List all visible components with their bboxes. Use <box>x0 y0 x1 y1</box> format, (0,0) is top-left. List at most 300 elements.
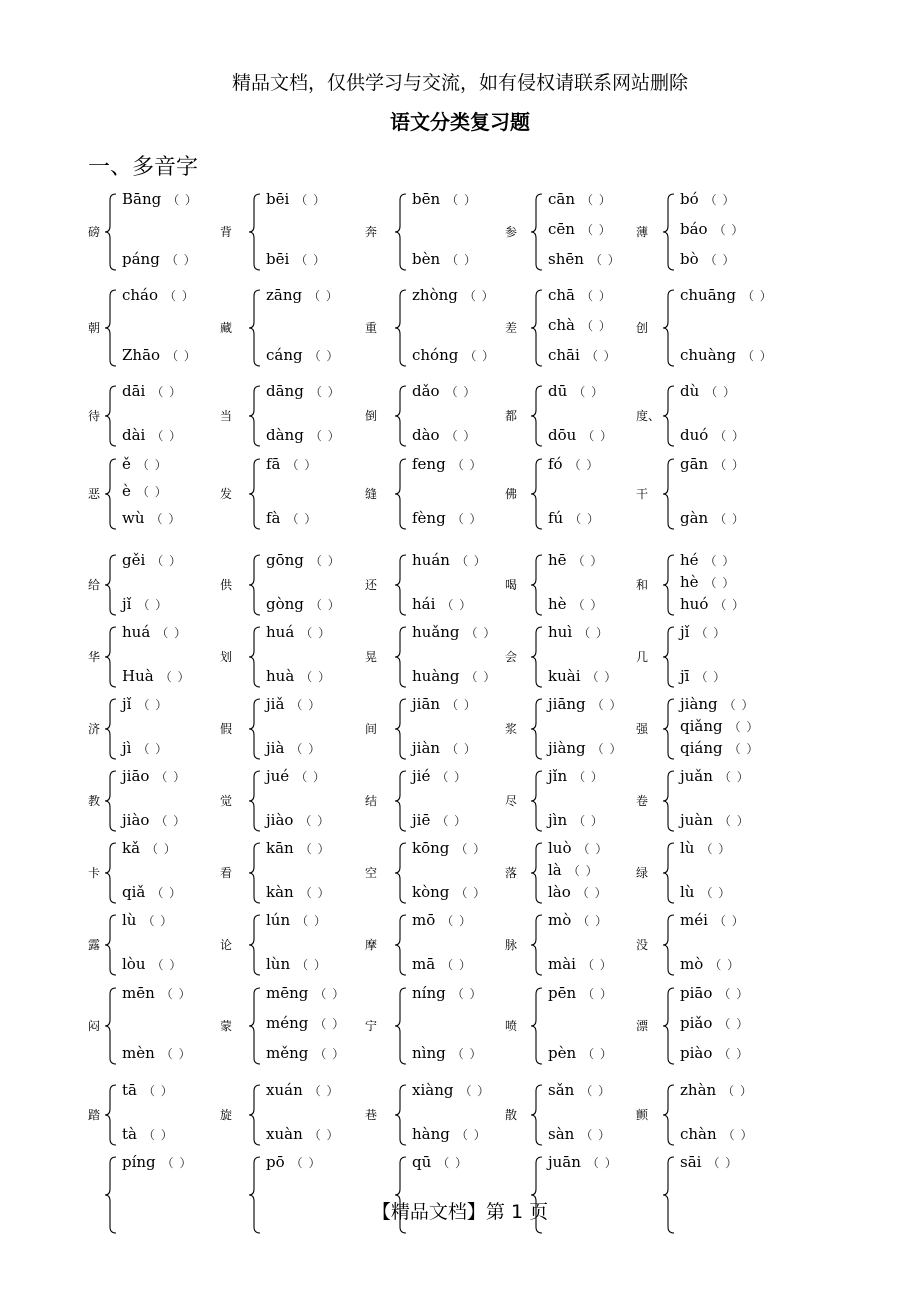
answer-blank[interactable]: （ ） <box>155 770 187 784</box>
answer-blank[interactable]: （ ） <box>159 670 191 684</box>
answer-blank[interactable]: （ ） <box>455 842 487 856</box>
answer-blank[interactable]: （ ） <box>718 987 750 1001</box>
answer-blank[interactable]: （ ） <box>446 742 477 756</box>
answer-blank[interactable]: （ ） <box>295 253 327 267</box>
answer-blank[interactable]: （ ） <box>151 385 183 399</box>
answer-blank[interactable]: （ ） <box>441 914 473 928</box>
answer-blank[interactable]: （ ） <box>161 1156 193 1170</box>
polyphone-entry <box>0 769 920 833</box>
answer-blank[interactable]: （ ） <box>295 193 327 207</box>
answer-blank[interactable]: （ ） <box>155 814 187 828</box>
brace-icon <box>248 986 262 1066</box>
pinyin-reading <box>548 1081 611 1099</box>
answer-blank[interactable]: （ ） <box>436 770 468 784</box>
answer-blank[interactable]: （ ） <box>451 1047 483 1061</box>
answer-blank[interactable]: （ ） <box>722 1084 753 1098</box>
pinyin-text: fú <box>548 509 564 527</box>
answer-blank[interactable]: （ ） <box>137 742 169 756</box>
pinyin-text: qū <box>412 1153 432 1171</box>
answer-blank[interactable]: （ ） <box>314 1047 346 1061</box>
pinyin-text: méi <box>680 911 708 929</box>
polyphone-character: 济 <box>88 722 101 736</box>
pinyin-text: huàng <box>412 667 460 685</box>
pinyin-reading <box>680 1081 753 1099</box>
polyphone-entry <box>0 457 920 531</box>
polyphone-entry <box>0 288 920 368</box>
pinyin-reading <box>266 250 326 268</box>
answer-blank[interactable]: （ ） <box>160 1047 192 1061</box>
pinyin-reading <box>680 573 735 591</box>
answer-blank[interactable]: （ ） <box>309 554 341 568</box>
answer-blank[interactable]: （ ） <box>451 987 483 1001</box>
pinyin-text: mèn <box>122 1044 155 1062</box>
pinyin-reading <box>412 1081 490 1099</box>
pinyin-reading <box>122 984 192 1002</box>
answer-blank[interactable]: （ ） <box>300 670 332 684</box>
brace-icon <box>248 769 262 833</box>
answer-blank[interactable]: （ ） <box>700 842 732 856</box>
pinyin-reading <box>122 1125 174 1143</box>
answer-blank[interactable]: （ ） <box>589 253 621 267</box>
pinyin-reading <box>122 286 195 304</box>
brace-icon <box>662 1083 676 1147</box>
pinyin-text: juàn <box>680 811 713 829</box>
answer-blank[interactable]: （ ） <box>591 698 623 712</box>
pinyin-text: Bāng <box>122 190 162 208</box>
answer-blank[interactable]: （ ） <box>136 485 168 499</box>
answer-blank[interactable]: （ ） <box>718 1017 750 1031</box>
polyphone-entry <box>0 553 920 617</box>
answer-blank[interactable]: （ ） <box>308 1128 340 1142</box>
brace-icon <box>662 769 676 833</box>
answer-blank[interactable]: （ ） <box>567 864 599 878</box>
pinyin-text: bēi <box>266 250 290 268</box>
answer-blank[interactable]: （ ） <box>705 385 737 399</box>
answer-blank[interactable]: （ ） <box>723 698 755 712</box>
answer-blank[interactable]: （ ） <box>446 253 477 267</box>
answer-blank[interactable]: （ ） <box>572 554 604 568</box>
pinyin-text: shēn <box>548 250 584 268</box>
pinyin-text: dāi <box>122 382 146 400</box>
answer-blank[interactable]: （ ） <box>295 770 327 784</box>
pinyin-reading <box>122 1081 174 1099</box>
pinyin-reading <box>266 839 331 857</box>
answer-blank[interactable]: （ ） <box>577 914 609 928</box>
answer-blank[interactable]: （ ） <box>718 1047 750 1061</box>
polyphone-character: 浆 <box>505 722 518 736</box>
answer-blank[interactable]: （ ） <box>580 223 612 237</box>
pinyin-text: zāng <box>266 286 303 304</box>
brace-icon <box>394 1083 408 1147</box>
pinyin-reading <box>680 190 735 208</box>
pinyin-text: mā <box>412 955 436 973</box>
pinyin-text: chóng <box>412 346 459 364</box>
answer-blank[interactable]: （ ） <box>578 626 609 640</box>
answer-blank[interactable]: （ ） <box>585 349 617 363</box>
pinyin-text: cháo <box>122 286 159 304</box>
pinyin-reading <box>548 346 617 364</box>
pinyin-text: Zhāo <box>122 346 161 364</box>
answer-blank[interactable]: （ ） <box>290 1156 322 1170</box>
pinyin-text: kǎ <box>122 839 141 857</box>
polyphone-entry <box>0 841 920 905</box>
brace-icon <box>662 841 676 905</box>
polyphone-character: 供 <box>220 578 233 592</box>
pinyin-reading <box>680 250 735 268</box>
polyphone-entry <box>0 697 920 761</box>
pinyin-text: qiǎng <box>680 717 723 735</box>
pinyin-reading <box>680 883 731 901</box>
answer-blank[interactable]: （ ） <box>309 385 341 399</box>
pinyin-text: mài <box>548 955 576 973</box>
answer-blank[interactable]: （ ） <box>581 193 612 207</box>
pinyin-reading <box>548 382 604 400</box>
pinyin-text: mēng <box>266 984 309 1002</box>
pinyin-text: hē <box>548 551 567 569</box>
polyphone-character: 重 <box>365 321 378 335</box>
polyphone-character: 朝 <box>88 321 101 335</box>
polyphone-entry <box>0 625 920 689</box>
pinyin-reading <box>266 382 341 400</box>
pinyin-text: zhàn <box>680 1081 717 1099</box>
pinyin-text: chuàng <box>680 346 736 364</box>
polyphone-entry <box>0 288 920 368</box>
polyphone-entry <box>0 913 920 977</box>
answer-blank[interactable]: （ ） <box>586 670 618 684</box>
pinyin-reading <box>548 316 612 334</box>
pinyin-reading <box>680 220 744 238</box>
answer-blank[interactable]: （ ） <box>713 223 745 237</box>
answer-blank[interactable]: （ ） <box>586 1156 618 1170</box>
pinyin-text: jǐn <box>548 767 568 785</box>
answer-blank[interactable]: （ ） <box>151 886 183 900</box>
answer-blank[interactable]: （ ） <box>582 429 614 443</box>
polyphone-character: 没 <box>636 938 649 952</box>
answer-blank[interactable]: （ ） <box>151 958 183 972</box>
pinyin-reading <box>680 509 745 527</box>
pinyin-reading <box>680 623 726 641</box>
answer-blank[interactable]: （ ） <box>142 1084 174 1098</box>
polyphone-character: 还 <box>365 578 378 592</box>
polyphone-character: 倒 <box>365 409 378 423</box>
polyphone-character: 觉 <box>220 794 233 808</box>
pinyin-reading <box>548 667 617 685</box>
brace-icon <box>104 841 118 905</box>
pinyin-text: hè <box>680 573 699 591</box>
answer-blank[interactable]: （ ） <box>160 987 192 1001</box>
answer-blank[interactable]: （ ） <box>582 987 613 1001</box>
pinyin-text: bò <box>680 250 699 268</box>
brace-icon <box>248 457 262 531</box>
page-title: 语文分类复习题 <box>390 110 530 134</box>
polyphone-entry <box>0 1083 920 1147</box>
pinyin-reading <box>412 767 467 785</box>
pinyin-reading <box>548 426 613 444</box>
pinyin-reading <box>680 426 745 444</box>
polyphone-character: 发 <box>220 487 233 501</box>
pinyin-reading <box>680 1153 738 1171</box>
pinyin-reading <box>122 509 181 527</box>
answer-blank[interactable]: （ ） <box>309 429 341 443</box>
answer-blank[interactable]: （ ） <box>580 1128 612 1142</box>
answer-blank[interactable]: （ ） <box>166 349 197 363</box>
pinyin-reading <box>266 623 331 641</box>
answer-blank[interactable]: （ ） <box>704 576 736 590</box>
answer-blank[interactable]: （ ） <box>286 458 318 472</box>
brace-icon <box>530 457 544 531</box>
polyphone-character: 给 <box>88 578 101 592</box>
pinyin-reading <box>412 1044 483 1062</box>
answer-blank[interactable]: （ ） <box>314 1017 346 1031</box>
answer-blank[interactable]: （ ） <box>728 720 760 734</box>
pinyin-reading <box>680 717 759 735</box>
answer-blank[interactable]: （ ） <box>591 742 623 756</box>
answer-blank[interactable]: （ ） <box>459 1084 491 1098</box>
polyphone-character: 和 <box>636 578 649 592</box>
answer-blank[interactable]: （ ） <box>700 886 732 900</box>
pinyin-text: Huà <box>122 667 154 685</box>
pinyin-reading <box>122 883 182 901</box>
pinyin-reading <box>412 667 496 685</box>
answer-blank[interactable]: （ ） <box>151 554 183 568</box>
answer-blank[interactable]: （ ） <box>164 289 195 303</box>
answer-blank[interactable]: （ ） <box>451 458 483 472</box>
polyphone-character: 巷 <box>365 1108 378 1122</box>
answer-blank[interactable]: （ ） <box>441 598 473 612</box>
answer-blank[interactable]: （ ） <box>142 914 174 928</box>
answer-blank[interactable]: （ ） <box>446 698 477 712</box>
answer-blank[interactable]: （ ） <box>465 670 497 684</box>
pinyin-text: è <box>122 482 131 500</box>
brace-icon <box>248 697 262 761</box>
pinyin-text: hé <box>680 551 699 569</box>
pinyin-reading <box>680 346 773 364</box>
pinyin-text: jié <box>412 767 431 785</box>
answer-blank[interactable]: （ ） <box>308 1084 340 1098</box>
pinyin-text: kuài <box>548 667 581 685</box>
answer-blank[interactable]: （ ） <box>137 598 169 612</box>
pinyin-text: jiān <box>412 695 441 713</box>
answer-blank[interactable]: （ ） <box>296 914 327 928</box>
pinyin-reading <box>548 1044 613 1062</box>
answer-blank[interactable]: （ ） <box>573 770 604 784</box>
answer-blank[interactable]: （ ） <box>714 458 746 472</box>
pinyin-text: nìng <box>412 1044 446 1062</box>
pinyin-text: páng <box>122 250 160 268</box>
polyphone-entry <box>0 697 920 761</box>
polyphone-character: 露 <box>88 938 101 952</box>
answer-blank[interactable]: （ ） <box>445 385 477 399</box>
answer-blank[interactable]: （ ） <box>704 253 736 267</box>
pinyin-text: jǐ <box>122 595 132 613</box>
pinyin-reading <box>122 739 168 757</box>
answer-blank[interactable]: （ ） <box>707 1156 739 1170</box>
pinyin-text: lù <box>680 883 695 901</box>
page-footer: 【精品文档】第 1 页 <box>371 1201 549 1223</box>
pinyin-text: lù <box>680 839 695 857</box>
pinyin-reading <box>680 286 773 304</box>
answer-blank[interactable]: （ ） <box>290 698 322 712</box>
polyphone-character: 藏 <box>220 321 233 335</box>
answer-blank[interactable]: （ ） <box>167 193 199 207</box>
polyphone-entry <box>0 769 920 833</box>
answer-blank[interactable]: （ ） <box>580 1084 612 1098</box>
answer-blank[interactable]: （ ） <box>573 814 604 828</box>
polyphone-entry <box>0 288 920 368</box>
answer-blank[interactable]: （ ） <box>704 554 736 568</box>
answer-blank[interactable]: （ ） <box>142 1128 174 1142</box>
polyphone-entry <box>0 697 920 761</box>
pinyin-reading <box>412 839 486 857</box>
answer-blank[interactable]: （ ） <box>718 814 750 828</box>
pinyin-reading <box>122 595 168 613</box>
polyphone-character: 看 <box>220 866 233 880</box>
answer-blank[interactable]: （ ） <box>569 512 601 526</box>
answer-blank[interactable]: （ ） <box>309 598 341 612</box>
brace-icon <box>394 841 408 905</box>
brace-icon <box>104 625 118 689</box>
answer-blank[interactable]: （ ） <box>695 626 727 640</box>
pinyin-reading <box>548 739 622 757</box>
answer-blank[interactable]: （ ） <box>581 319 612 333</box>
pinyin-text: dào <box>412 426 440 444</box>
polyphone-character: 旋 <box>220 1108 233 1122</box>
answer-blank[interactable]: （ ） <box>704 193 736 207</box>
answer-blank[interactable]: （ ） <box>714 512 746 526</box>
polyphone-character: 结 <box>365 794 378 808</box>
pinyin-text: kòng <box>412 883 450 901</box>
answer-blank[interactable]: （ ） <box>436 814 468 828</box>
pinyin-text: zhòng <box>412 286 458 304</box>
answer-blank[interactable]: （ ） <box>741 349 773 363</box>
answer-blank[interactable]: （ ） <box>136 458 168 472</box>
answer-blank[interactable]: （ ） <box>150 512 182 526</box>
polyphone-character: 教 <box>88 794 101 808</box>
answer-blank[interactable]: （ ） <box>455 1128 487 1142</box>
brace-icon <box>104 384 118 448</box>
answer-blank[interactable]: （ ） <box>709 958 741 972</box>
answer-blank[interactable]: （ ） <box>714 429 746 443</box>
answer-blank[interactable]: （ ） <box>568 458 600 472</box>
answer-blank[interactable]: （ ） <box>308 289 339 303</box>
answer-blank[interactable]: （ ） <box>581 958 613 972</box>
answer-blank[interactable]: （ ） <box>718 770 750 784</box>
pinyin-reading <box>412 1125 487 1143</box>
pinyin-text: jiào <box>122 811 150 829</box>
answer-blank[interactable]: （ ） <box>695 670 727 684</box>
answer-blank[interactable]: （ ） <box>300 626 332 640</box>
answer-blank[interactable]: （ ） <box>741 289 773 303</box>
pinyin-text: duó <box>680 426 709 444</box>
answer-blank[interactable]: （ ） <box>455 886 487 900</box>
brace-icon <box>104 769 118 833</box>
answer-blank[interactable]: （ ） <box>299 814 331 828</box>
answer-blank[interactable]: （ ） <box>463 289 495 303</box>
brace-icon <box>662 457 676 531</box>
answer-blank[interactable]: （ ） <box>299 842 331 856</box>
polyphone-character: 晃 <box>365 650 378 664</box>
pinyin-text: feng <box>412 455 446 473</box>
pinyin-reading <box>412 286 495 304</box>
answer-blank[interactable]: （ ） <box>446 193 477 207</box>
pinyin-reading <box>266 1125 340 1143</box>
pinyin-reading <box>122 955 182 973</box>
answer-blank[interactable]: （ ） <box>441 958 472 972</box>
answer-blank[interactable]: （ ） <box>714 598 746 612</box>
answer-blank[interactable]: （ ） <box>451 512 483 526</box>
pinyin-reading <box>122 455 168 473</box>
pinyin-text: là <box>548 861 562 879</box>
pinyin-text: mò <box>548 911 572 929</box>
brace-icon <box>104 1083 118 1147</box>
pinyin-text: luò <box>548 839 572 857</box>
pinyin-reading <box>266 595 341 613</box>
answer-blank[interactable]: （ ） <box>165 253 197 267</box>
polyphone-entry <box>0 913 920 977</box>
answer-blank[interactable]: （ ） <box>728 742 760 756</box>
answer-blank[interactable]: （ ） <box>296 958 327 972</box>
answer-blank[interactable]: （ ） <box>573 385 605 399</box>
answer-blank[interactable]: （ ） <box>576 886 608 900</box>
pinyin-reading <box>680 811 750 829</box>
brace-icon <box>530 192 544 272</box>
pinyin-reading <box>266 667 331 685</box>
pinyin-reading <box>680 695 754 713</box>
answer-blank[interactable]: （ ） <box>146 842 177 856</box>
pinyin-text: xuán <box>266 1081 303 1099</box>
answer-blank[interactable]: （ ） <box>465 626 497 640</box>
answer-blank[interactable]: （ ） <box>713 914 745 928</box>
pinyin-reading <box>122 382 182 400</box>
pinyin-text: jiǎ <box>266 695 285 713</box>
pinyin-reading <box>548 551 603 569</box>
pinyin-text: juǎn <box>680 767 713 785</box>
answer-blank[interactable]: （ ） <box>156 626 188 640</box>
pinyin-text: tā <box>122 1081 137 1099</box>
polyphone-entry <box>0 913 920 977</box>
brace-icon <box>530 769 544 833</box>
polyphone-entry <box>0 553 920 617</box>
answer-blank[interactable]: （ ） <box>437 1156 469 1170</box>
brace-icon <box>394 384 408 448</box>
answer-blank[interactable]: （ ） <box>581 289 612 303</box>
pinyin-text: mēn <box>122 984 155 1002</box>
answer-blank[interactable]: （ ） <box>299 886 331 900</box>
answer-blank[interactable]: （ ） <box>314 987 346 1001</box>
pinyin-reading <box>266 1044 345 1062</box>
answer-blank[interactable]: （ ） <box>722 1128 754 1142</box>
answer-blank[interactable]: （ ） <box>464 349 496 363</box>
answer-blank[interactable]: （ ） <box>151 429 183 443</box>
answer-blank[interactable]: （ ） <box>286 512 318 526</box>
answer-blank[interactable]: （ ） <box>137 698 169 712</box>
answer-blank[interactable]: （ ） <box>572 598 604 612</box>
polyphone-character: 奔 <box>365 225 378 239</box>
polyphone-character: 宁 <box>365 1019 378 1033</box>
pinyin-text: pēn <box>548 984 577 1002</box>
polyphone-character: 划 <box>220 650 233 664</box>
pinyin-text: ě <box>122 455 131 473</box>
answer-blank[interactable]: （ ） <box>582 1047 613 1061</box>
answer-blank[interactable]: （ ） <box>445 429 477 443</box>
answer-blank[interactable]: （ ） <box>290 742 322 756</box>
pinyin-reading <box>266 1081 340 1099</box>
answer-blank[interactable]: （ ） <box>455 554 487 568</box>
answer-blank[interactable]: （ ） <box>308 349 340 363</box>
polyphone-entry <box>0 841 920 905</box>
polyphone-entry <box>0 553 920 617</box>
answer-blank[interactable]: （ ） <box>577 842 609 856</box>
